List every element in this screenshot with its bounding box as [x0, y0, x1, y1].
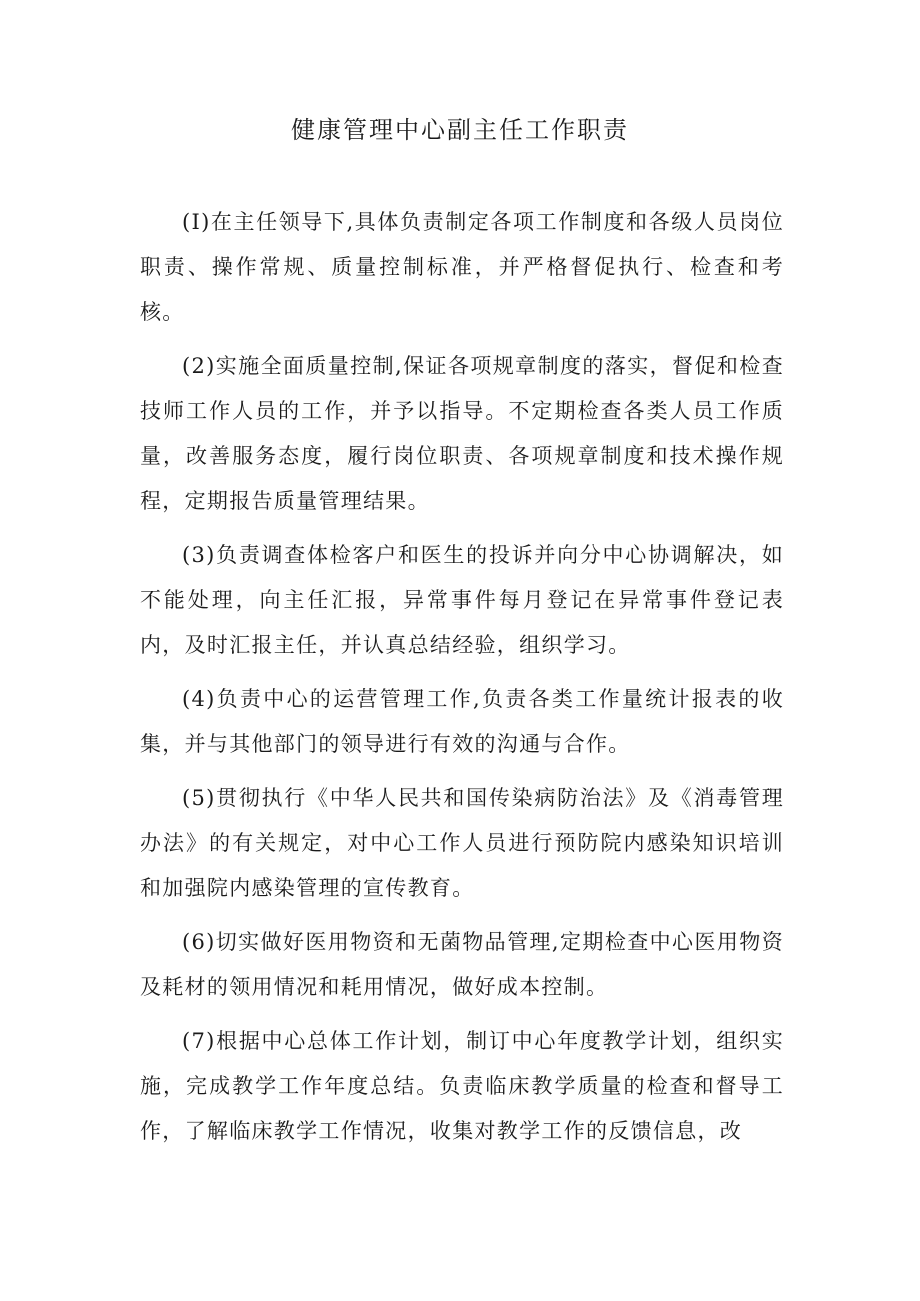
page-title: 健康管理中心副主任工作职责: [291, 116, 629, 144]
duty-paragraph-1: (I)在主任领导下,具体负责制定各项工作制度和各级人员岗位职责、操作常规、质量控制标准，并严格督促执行、检查和考核。: [140, 210, 784, 324]
duty-paragraph-3: (3)负责调查体检客户和医生的投诉并向分中心协调解决，如不能处理，向主任汇报，异常事件每月登记在异常事件登记表内，及时汇报主任，并认真总结经验，组织学习。: [140, 543, 784, 657]
duty-paragraph-6: (6)切实做好医用物资和无菌物品管理,定期检查中心医用物资及耗材的领用情况和耗用情况，做好成本控制。: [140, 930, 784, 999]
document-body: [140, 200, 784, 1163]
duty-paragraph-2: (2)实施全面质量控制,保证各项规章制度的落实，督促和检查技师工作人员的工作，并予以指导。不定期检查各类人员工作质量，改善服务态度，履行岗位职责、各项规章制度和技术操作规程，定期报告质量管理结果。: [140, 354, 784, 513]
duty-paragraph-5: (5)贯彻执行《中华人民共和国传染病防治法》及《消毒管理办法》的有关规定，对中心工作人员进行预防院内感染知识培训和加强院内感染管理的宣传教育。: [140, 786, 784, 900]
duty-paragraph-7: (7)根据中心总体工作计划，制订中心年度教学计划，组织实施，完成教学工作年度总结。负责临床教学质量的检查和督导工作，了解临床教学工作情况，收集对教学工作的反馈信息，改: [140, 1029, 784, 1143]
duty-paragraph-4: (4)负责中心的运营管理工作,负责各类工作量统计报表的收集，并与其他部门的领导进行有效的沟通与合作。: [140, 687, 784, 756]
